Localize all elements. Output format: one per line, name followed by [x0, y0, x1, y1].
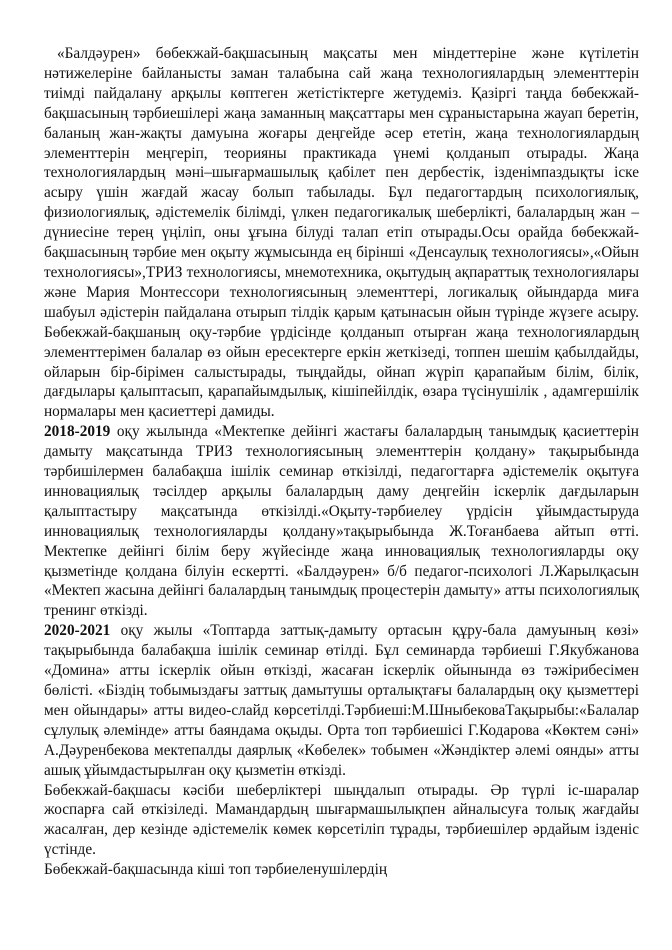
closing-paragraph: Бөбекжай-бақшасында кіші топ тәрбиеленушілердің [44, 861, 388, 879]
paragraph-text: оқу жылы «Топтарда заттық-дамыту ортасын құру-бала дамуының көзі» тақырыбында балабақша ішілік семинар өтілді. Бұл семинарда тәрбиеші Г.Якубжанова «Домина» атты іскерлік ойын өткізді, жасаған іскерлік ойынында өз тәжірибесімен бөлісті. «Біздің тобымыздағы заттық дамытушы орталықтағы балалардың оқу қызметтері мен ойындары» атты видео-слайд көрсетілді.Тәрбиеші:М.ШныбековаТақырыбы:«Балалар сұлулық әлемінде» атты баяндама оқыды. Орта топ тәрбиешісі Г.Кодарова «Көктем сәні» А.Дәуренбекова мектепалды даярлық «Көбелек» тобымен «Жәндіктер әлемі оянды» атты ашық ұйымдастырылған оқу қызметін өткізді. [44, 622, 639, 779]
year-label: 2020-2021 [44, 622, 111, 640]
skills-paragraph: Бөбекжай-бақшасы кәсіби шеберліктері шыңдалып отырады. Әр түрлі іс-шаралар жоспарға сай өткізіледі. Мамандардың шығармашылықпен айналысуға толық жағдайы жасалған, дер кезінде әдістемелік көмек көрсетіліп тұрады, тәрбиешілер әрдайым ізденіс үстінде. [44, 781, 639, 859]
year-2018-paragraph [44, 422, 639, 621]
year-label: 2018-2019 [44, 423, 111, 441]
paragraph-text: оқу жылында «Мектепке дейінгі жастағы балалардың танымдық қасиеттерін дамыту мақсатында ТРИЗ технологиясының элементтерін қолдану» тақырыбында тәрбишілермен балабақша ішілік семинар өткізілді, педагогтарға әдістемелік оқытуға инновациялық тәсілдер арқылы балалардың даму деңгейін іскерлік дағдыларын қалыптастыру мақсатында өткізілді.«Оқыту-тәрбиелеу үрдісін ұйымдастыруда инновациялық технологияларды қолдану»тақырыбында Ж.Тоғанбаева айтып өтті. Мектепке дейінгі білім беру жүйесінде жаңа инновациялық технологияларды оқу қызметінде қолдана білуін ескертті. «Балдәурен» б/б педагог-психологі Л.Жарылқасын «Мектеп жасына дейінгі балалардың танымдық процестерін дамыту» атты психологиялық тренинг өткізді. [44, 423, 639, 620]
intro-paragraph: «Балдәурен» бөбекжай-бақшасының мақсаты мен міндеттеріне және күтілетін нәтижелеріне байланысты заман талабына сай жаңа технологиялардың элементтерін тиімді пайдалану арқылы көптеген жетістіктерге жетудеміз. Қазіргі таңда бөбекжай-бақшасының тәрбиешілері жаңа заманның мақсаттары мен сұраныстарына жауап беретін, баланың жан-жақты дамуына жоғары деңгейде әсер ететін, жаңа технологиялардың элементтерін меңгеріп, теорияны практикада үнемі қолданып отырады. Жаңа технологиялардың мәні–шығармашылық қабілет пен дербестік, ізденімпаздықты іске асыру үшін жағдай жасау болып табылады. Бұл педагогтардың психологиялық, физиологиялық, әдістемелік білімді, үлкен педагогикалық шеберлікті, балалардың жан – дүниесіне терең үңіліп, оны ұғына білуді талап етіп отырады.Осы орайда бөбекжай- бақшасының тәрбие мен оқыту жұмысында ең бірінші «Денсаулық технологиясы»,«Ойын технологиясы»,ТРИЗ технологиясы, мнемотехника, оқытудың ақпараттық технологиялары және Мария Монтессори технологиясының элементтері, логикалық ойындарда миға шабуыл әдістерін пайдалана отырып тілдік қарым қатынасын ойын түрінде жүзеге асыру. Бөбекжай-бақшаның оқу-тәрбие үрдісінде қолданып отырған жаңа технологиялардың элементтерімен балалар өз ойын ересектерге еркін жеткізеді, топпен шешім қабылдайды, ойларын бір-бірімен салыстырады, тыңдайды, ойнап жүріп қарапайым білім, білік, дағдылары қалыптасып, қарапайымдылық, кішіпейілдік, өзара түсінушілік , адамгершілік нормалары мен қасиеттері дамиды. [44, 45, 639, 421]
year-2020-paragraph [44, 621, 639, 780]
